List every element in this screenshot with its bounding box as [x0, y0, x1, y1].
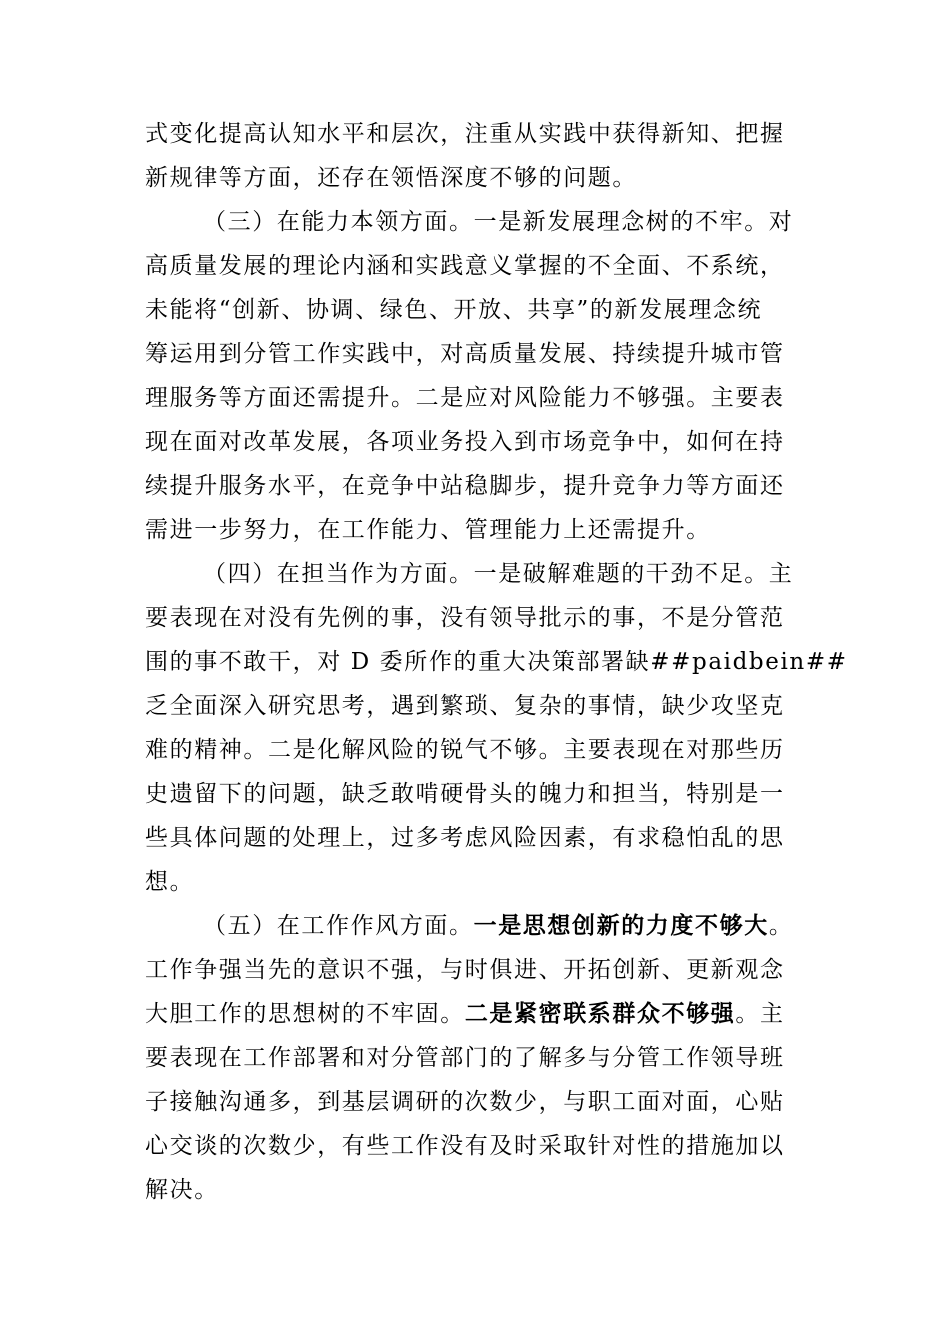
text-line: 式变化提高认知水平和层次，注重从实践中获得新知、把握 — [145, 121, 785, 147]
text-line: 围的事不敢干，对 D 委所作的重大决策部署缺##paidbein## — [145, 649, 848, 675]
text-span: 大胆工作的思想树的不牢固。 — [145, 1001, 465, 1027]
text-line: 难的精神。二是化解风险的锐气不够。主要表现在对那些历 — [145, 737, 785, 763]
text-line: 要表现在对没有先例的事，没有领导批示的事，不是分管范 — [145, 605, 785, 631]
text-line — [145, 999, 825, 1029]
text-line: 需进一步努力，在工作能力、管理能力上还需提升。 — [145, 517, 711, 543]
bold-point: 二是紧密联系群众不够强 — [464, 1000, 736, 1027]
text-line: 解决。 — [145, 1177, 219, 1203]
text-line: 乏全面深入研究思考，遇到繁琐、复杂的事情，缺少攻坚克 — [145, 693, 785, 719]
text-line: 心交谈的次数少，有些工作没有及时采取针对性的措施加以 — [145, 1133, 785, 1159]
text-line: 要表现在工作部署和对分管部门的了解多与分管工作领导班 — [145, 1045, 785, 1071]
text-line — [203, 911, 825, 941]
text-line: 想。 — [145, 869, 195, 895]
text-line: （三）在能力本领方面。一是新发展理念树的不牢。对 — [203, 209, 794, 235]
text-line: 现在面对改革发展，各项业务投入到市场竞争中，如何在持 — [145, 429, 785, 455]
text-line: 新规律等方面，还存在领悟深度不够的问题。 — [145, 165, 637, 191]
text-line: 筹运用到分管工作实践中，对高质量发展、持续提升城市管 — [145, 341, 785, 367]
text-line: 史遗留下的问题，缺乏敢啃硬骨头的魄力和担当，特别是一 — [145, 781, 785, 807]
punctuation: 。 — [768, 913, 794, 939]
text-line: 理服务等方面还需提升。二是应对风险能力不够强。主要表 — [145, 385, 785, 411]
bold-point: 一是思想创新的力度不够大 — [473, 912, 769, 939]
text-line: 工作争强当先的意识不强，与时俱进、开拓创新、更新观念 — [145, 957, 785, 983]
text-line: 子接触沟通多，到基层调研的次数少，与职工面对面，心贴 — [145, 1089, 785, 1115]
section-heading: （五）在工作作风方面。 — [203, 913, 474, 939]
text-line: 些具体问题的处理上，过多考虑风险因素，有求稳怕乱的思 — [145, 825, 785, 851]
text-span: 。主 — [735, 1001, 785, 1027]
text-line: 未能将“创新、协调、绿色、开放、共享”的新发展理念统 — [145, 297, 763, 323]
text-line: 续提升服务水平，在竞争中站稳脚步，提升竞争力等方面还 — [145, 473, 785, 499]
text-line: 高质量发展的理论内涵和实践意义掌握的不全面、不系统， — [145, 253, 785, 279]
text-line: （四）在担当作为方面。一是破解难题的干劲不足。主 — [203, 561, 794, 587]
